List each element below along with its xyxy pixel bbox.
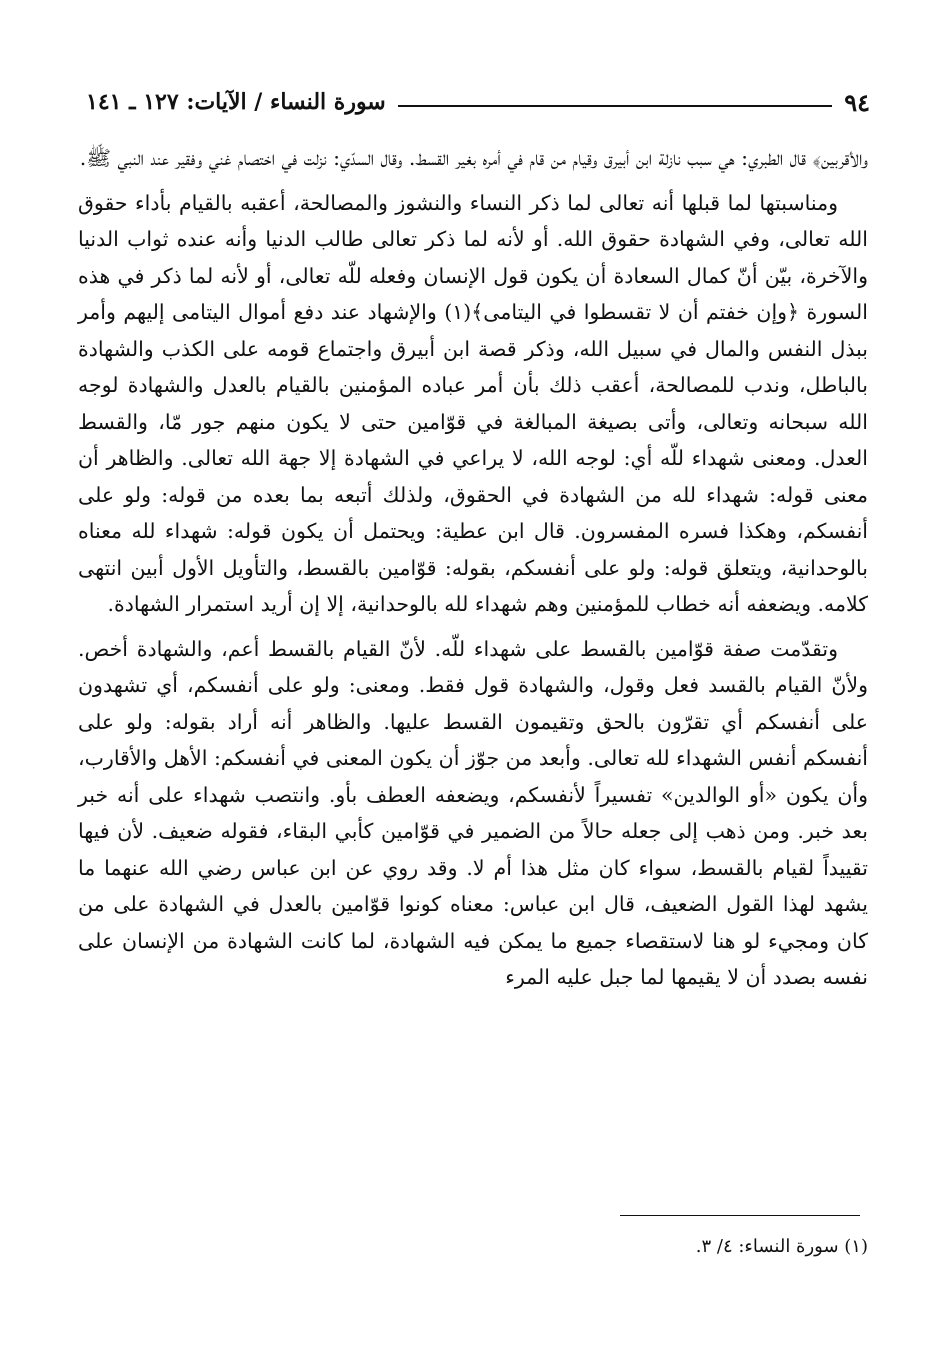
page-number: ٩٤ xyxy=(844,87,870,117)
paragraph-1: والأقربين﴾ قال الطبري: هي سبب نازلة ابن أبيرق وقيام من قام في أمره بغير القسط. وقال السدّي: نزلت في اختصام غني وفقير عند النبي ﷺ. xyxy=(79,146,868,170)
page-header xyxy=(86,82,870,122)
footnote-divider xyxy=(620,1215,860,1216)
running-title: سورة النساء / الآيات: ١٢٧ ـ ١٤١ xyxy=(86,89,386,115)
paragraph-3: وتقدّمت صفة قوّامين بالقسط على شهداء للّه. لأنّ القيام بالقسط أعم، والشهادة أخص. ولأنّ القيام بالقسد فعل وقول، والشهادة قول فقط. ومعنى: ولو على أنفسكم، أي تشهدون على أنفسكم أي تقرّون بالحق وتقيمون القسط عليها. والظاهر أنه أراد بقوله: ولو على أنفسكم أنفس الشهداء لله تعالى. وأبعد من جوّز أن يكون المعنى في أنفسكم: الأهل والأقارب، وأن يكون «أو الوالدين» تفسيراً لأنفسكم، ويضعفه العطف بأو. وانتصب شهداء على أنه خبر بعد خبر. ومن ذهب إلى جعله حالاً من الضمير في قوّامين كأبي البقاء، فقوله ضعيف. لأن فيها تقييداً لقيام بالقسط، سواء كان مثل هذا أم لا. وقد روي عن ابن عباس رضي الله عنهما ما يشهد لهذا القول الضعيف، قال ابن عباس: معناه كونوا قوّامين بالعدل في الشهادة على من كان ومجيء لو هنا لاستقصاء جميع ما يمكن فيه الشهادة، لما كانت الشهادة من الإنسان على نفسه بصدد أن لا يقيمها لما جبل عليه المرء xyxy=(78,636,868,989)
body-text xyxy=(78,140,868,1004)
footnote-1: (١) سورة النساء: ٤/ ٣. xyxy=(695,1236,868,1257)
header-rule xyxy=(398,105,832,107)
paragraph-2: ومناسبتها لما قبلها أنه تعالى لما ذكر النساء والنشوز والمصالحة، أعقبه بالقيام بأداء حقوق الله تعالى، وفي الشهادة حقوق الله. أو لأنه لما ذكر تعالى طالب الدنيا وأنه عنده ثواب الدنيا والآخرة، بيّن أنّ كمال السعادة أن يكون قول الإنسان وفعله للّه تعالى، أو لأنه لما ذكر في هذه السورة ﴿وإن خفتم أن لا تقسطوا في اليتامى﴾(١) والإشهاد عند دفع أموال اليتامى إليهم وأمر ببذل النفس والمال في سبيل الله، وذكر قصة ابن أبيرق واجتماع قومه على الكذب والشهادة بالباطل، وندب للمصالحة، أعقب ذلك بأن أمر عباده المؤمنين بالقيام بالعدل والشهادة لوجه الله سبحانه وتعالى، وأتى بصيغة المبالغة في قوّامين حتى لا يكون منهم جور مّا، والقسط العدل. ومعنى شهداء للّه أي: لوجه الله، لا يراعي في الشهادة إلا جهة الله تعالى. والظاهر أن معنى قوله: شهداء لله من الشهادة في الحقوق، ولذلك أتبعه بما بعده من قوله: ولو على أنفسكم، وهكذا فسره المفسرون. قال ابن عطية: ويحتمل أن يكون قوله: شهداء لله معناه بالوحدانية، ويتعلق قوله: ولو على أنفسكم، بقوله: قوّامين بالقسط، والتأويل الأول أبين انتهى كلامه. ويضعفه أنه خطاب للمؤمنين وهم شهداء لله بالوحدانية، إلا إن أريد استمرار الشهادة. xyxy=(78,190,868,616)
